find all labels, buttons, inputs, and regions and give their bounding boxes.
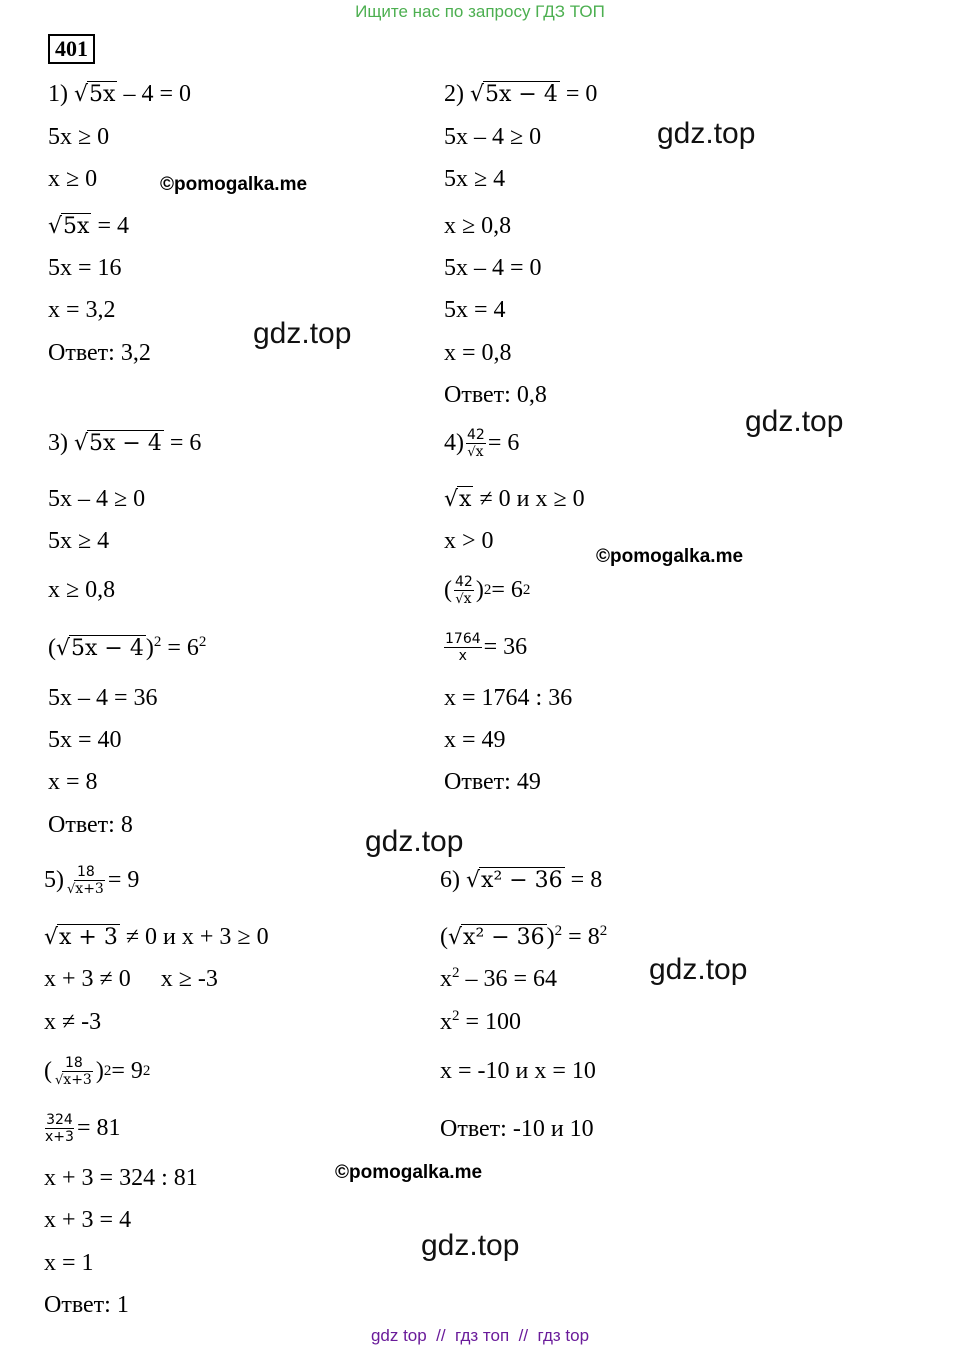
- p6-step: $x^2 - 36 = 64$: [440, 965, 558, 992]
- fraction: $\frac{42}{√x}$: [467, 426, 485, 460]
- p1-equation: 1) √5x – 4 = 0: [48, 81, 191, 107]
- p3-answer: Ответ: 8: [48, 812, 133, 838]
- fraction: $\frac{324}{x+3}$: [45, 1111, 74, 1145]
- sqrt-expression: √x: [455, 590, 472, 607]
- p2-step: x = 0,8: [444, 340, 512, 366]
- p3-step: 5x = 40: [48, 727, 122, 753]
- p4-step: x = 49: [444, 727, 506, 753]
- sqrt-expression: √5x − 4: [74, 431, 162, 456]
- p6-label: 6): [440, 867, 460, 893]
- p5-step: x + 3 = 4: [44, 1207, 132, 1233]
- pomogalka-watermark: ©pomogalka.me: [160, 174, 308, 195]
- footer-links[interactable]: gdz top // гдз топ // гдз top: [370, 1326, 590, 1345]
- gdz-watermark: gdz.top: [745, 405, 844, 438]
- gdz-watermark: gdz.top: [253, 317, 352, 350]
- p2-label: 2): [444, 81, 464, 107]
- p2-equation: 2) √5x − 4 = 0: [444, 81, 598, 107]
- p3-label: 3): [48, 430, 68, 456]
- p1-step: x ≥ 0: [48, 166, 98, 192]
- p1-step: 5x ≥ 0: [48, 124, 110, 150]
- sqrt-expression: √x+3: [55, 1071, 92, 1088]
- p5-step: x ≠ -3: [44, 1009, 102, 1035]
- sqrt-expression: √5x − 4: [56, 636, 144, 661]
- p3-step: x ≥ 0,8: [48, 577, 116, 603]
- p2-step: 5x – 4 ≥ 0: [444, 124, 542, 150]
- fraction: $\frac{18}{√x+3}$: [55, 1054, 92, 1088]
- p6-step: $x^2 = 100$: [440, 1008, 522, 1035]
- sqrt-expression: √x + 3: [44, 925, 118, 950]
- p3-step: $(√5x - 4)^2 = 6^2$: [48, 634, 207, 661]
- sqrt-expression: √5x: [48, 214, 90, 239]
- p6-step: $(√x^2 - 36)^2 = 8^2$: [440, 923, 608, 950]
- gdz-watermark: gdz.top: [657, 117, 756, 150]
- p2-answer: Ответ: 0,8: [444, 382, 547, 408]
- p4-step: $\frac{1764}{x}$ = 36: [445, 630, 528, 664]
- p3-step: x = 8: [48, 769, 98, 795]
- p2-step: 5x – 4 = 0: [444, 255, 542, 281]
- p4-equation: 4) $\frac{42}{√x}$ = 6: [444, 426, 520, 460]
- p1-step: x = 3,2: [48, 297, 116, 323]
- fraction: $\frac{18}{√x+3}$: [67, 863, 104, 897]
- pomogalka-watermark: ©pomogalka.me: [596, 546, 744, 567]
- fraction: $\frac{42}{√x}$: [455, 573, 473, 607]
- p5-step: $\frac{324}{x+3}$ = 81: [45, 1111, 121, 1145]
- sqrt-expression: √5x: [74, 82, 116, 107]
- p1-step: 5x = 16: [48, 255, 122, 281]
- p4-answer: Ответ: 49: [444, 769, 541, 795]
- p3-equation: 3) √5x − 4 = 6: [48, 430, 202, 456]
- p2-step: x ≥ 0,8: [444, 213, 512, 239]
- p6-step: x = -10 и x = 10: [440, 1058, 596, 1084]
- gdz-watermark: gdz.top: [649, 953, 748, 986]
- gdz-watermark: gdz.top: [365, 825, 464, 858]
- p4-label: 4): [444, 430, 464, 456]
- p5-step: ( $\frac{18}{√x+3}$ ) 2 = 9 2: [44, 1054, 151, 1088]
- p3-step: 5x – 4 ≥ 0: [48, 486, 146, 512]
- p4-step: √x ≠ 0 и x ≥ 0: [444, 486, 585, 512]
- p4-step: x > 0: [444, 528, 494, 554]
- p4-step: ( $\frac{42}{√x}$ ) 2 = 6 2: [444, 573, 531, 607]
- p5-step: x = 1: [44, 1250, 94, 1276]
- sqrt-expression: √x² − 36: [448, 925, 545, 950]
- p5-step: √x + 3 ≠ 0 и x + 3 ≥ 0: [44, 924, 269, 950]
- sqrt-expression: √x: [444, 487, 472, 512]
- p3-step: 5x – 4 = 36: [48, 685, 158, 711]
- p5-label: 5): [44, 867, 64, 893]
- p6-answer: Ответ: -10 и 10: [440, 1116, 594, 1142]
- p5-equation: 5) $\frac{18}{√x+3}$ = 9: [44, 863, 140, 897]
- p4-step: x = 1764 : 36: [444, 685, 573, 711]
- pomogalka-watermark: ©pomogalka.me: [335, 1162, 483, 1183]
- gdz-watermark: gdz.top: [421, 1229, 520, 1262]
- p6-equation: 6) √x² − 36 = 8: [440, 867, 603, 893]
- p1-label: 1): [48, 81, 68, 107]
- p2-step: 5x ≥ 4: [444, 166, 506, 192]
- top-banner[interactable]: Ищите нас по запросу ГДЗ ТОП: [355, 2, 605, 21]
- p1-answer: Ответ: 3,2: [48, 340, 151, 366]
- sqrt-expression: √x+3: [67, 880, 104, 897]
- p5-step: x + 3 = 324 : 81: [44, 1165, 198, 1191]
- task-number: 401: [48, 34, 95, 64]
- sqrt-expression: √x² − 36: [466, 868, 563, 893]
- fraction: $\frac{1764}{x}$: [445, 630, 481, 664]
- sqrt-expression: √x: [467, 443, 484, 460]
- sqrt-expression: √5x − 4: [470, 82, 558, 107]
- p3-step: 5x ≥ 4: [48, 528, 110, 554]
- p2-step: 5x = 4: [444, 297, 506, 323]
- p1-step: √5x = 4: [48, 213, 129, 239]
- p5-step: x + 3 ≠ 0 x ≥ -3: [44, 966, 218, 992]
- p5-answer: Ответ: 1: [44, 1292, 129, 1318]
